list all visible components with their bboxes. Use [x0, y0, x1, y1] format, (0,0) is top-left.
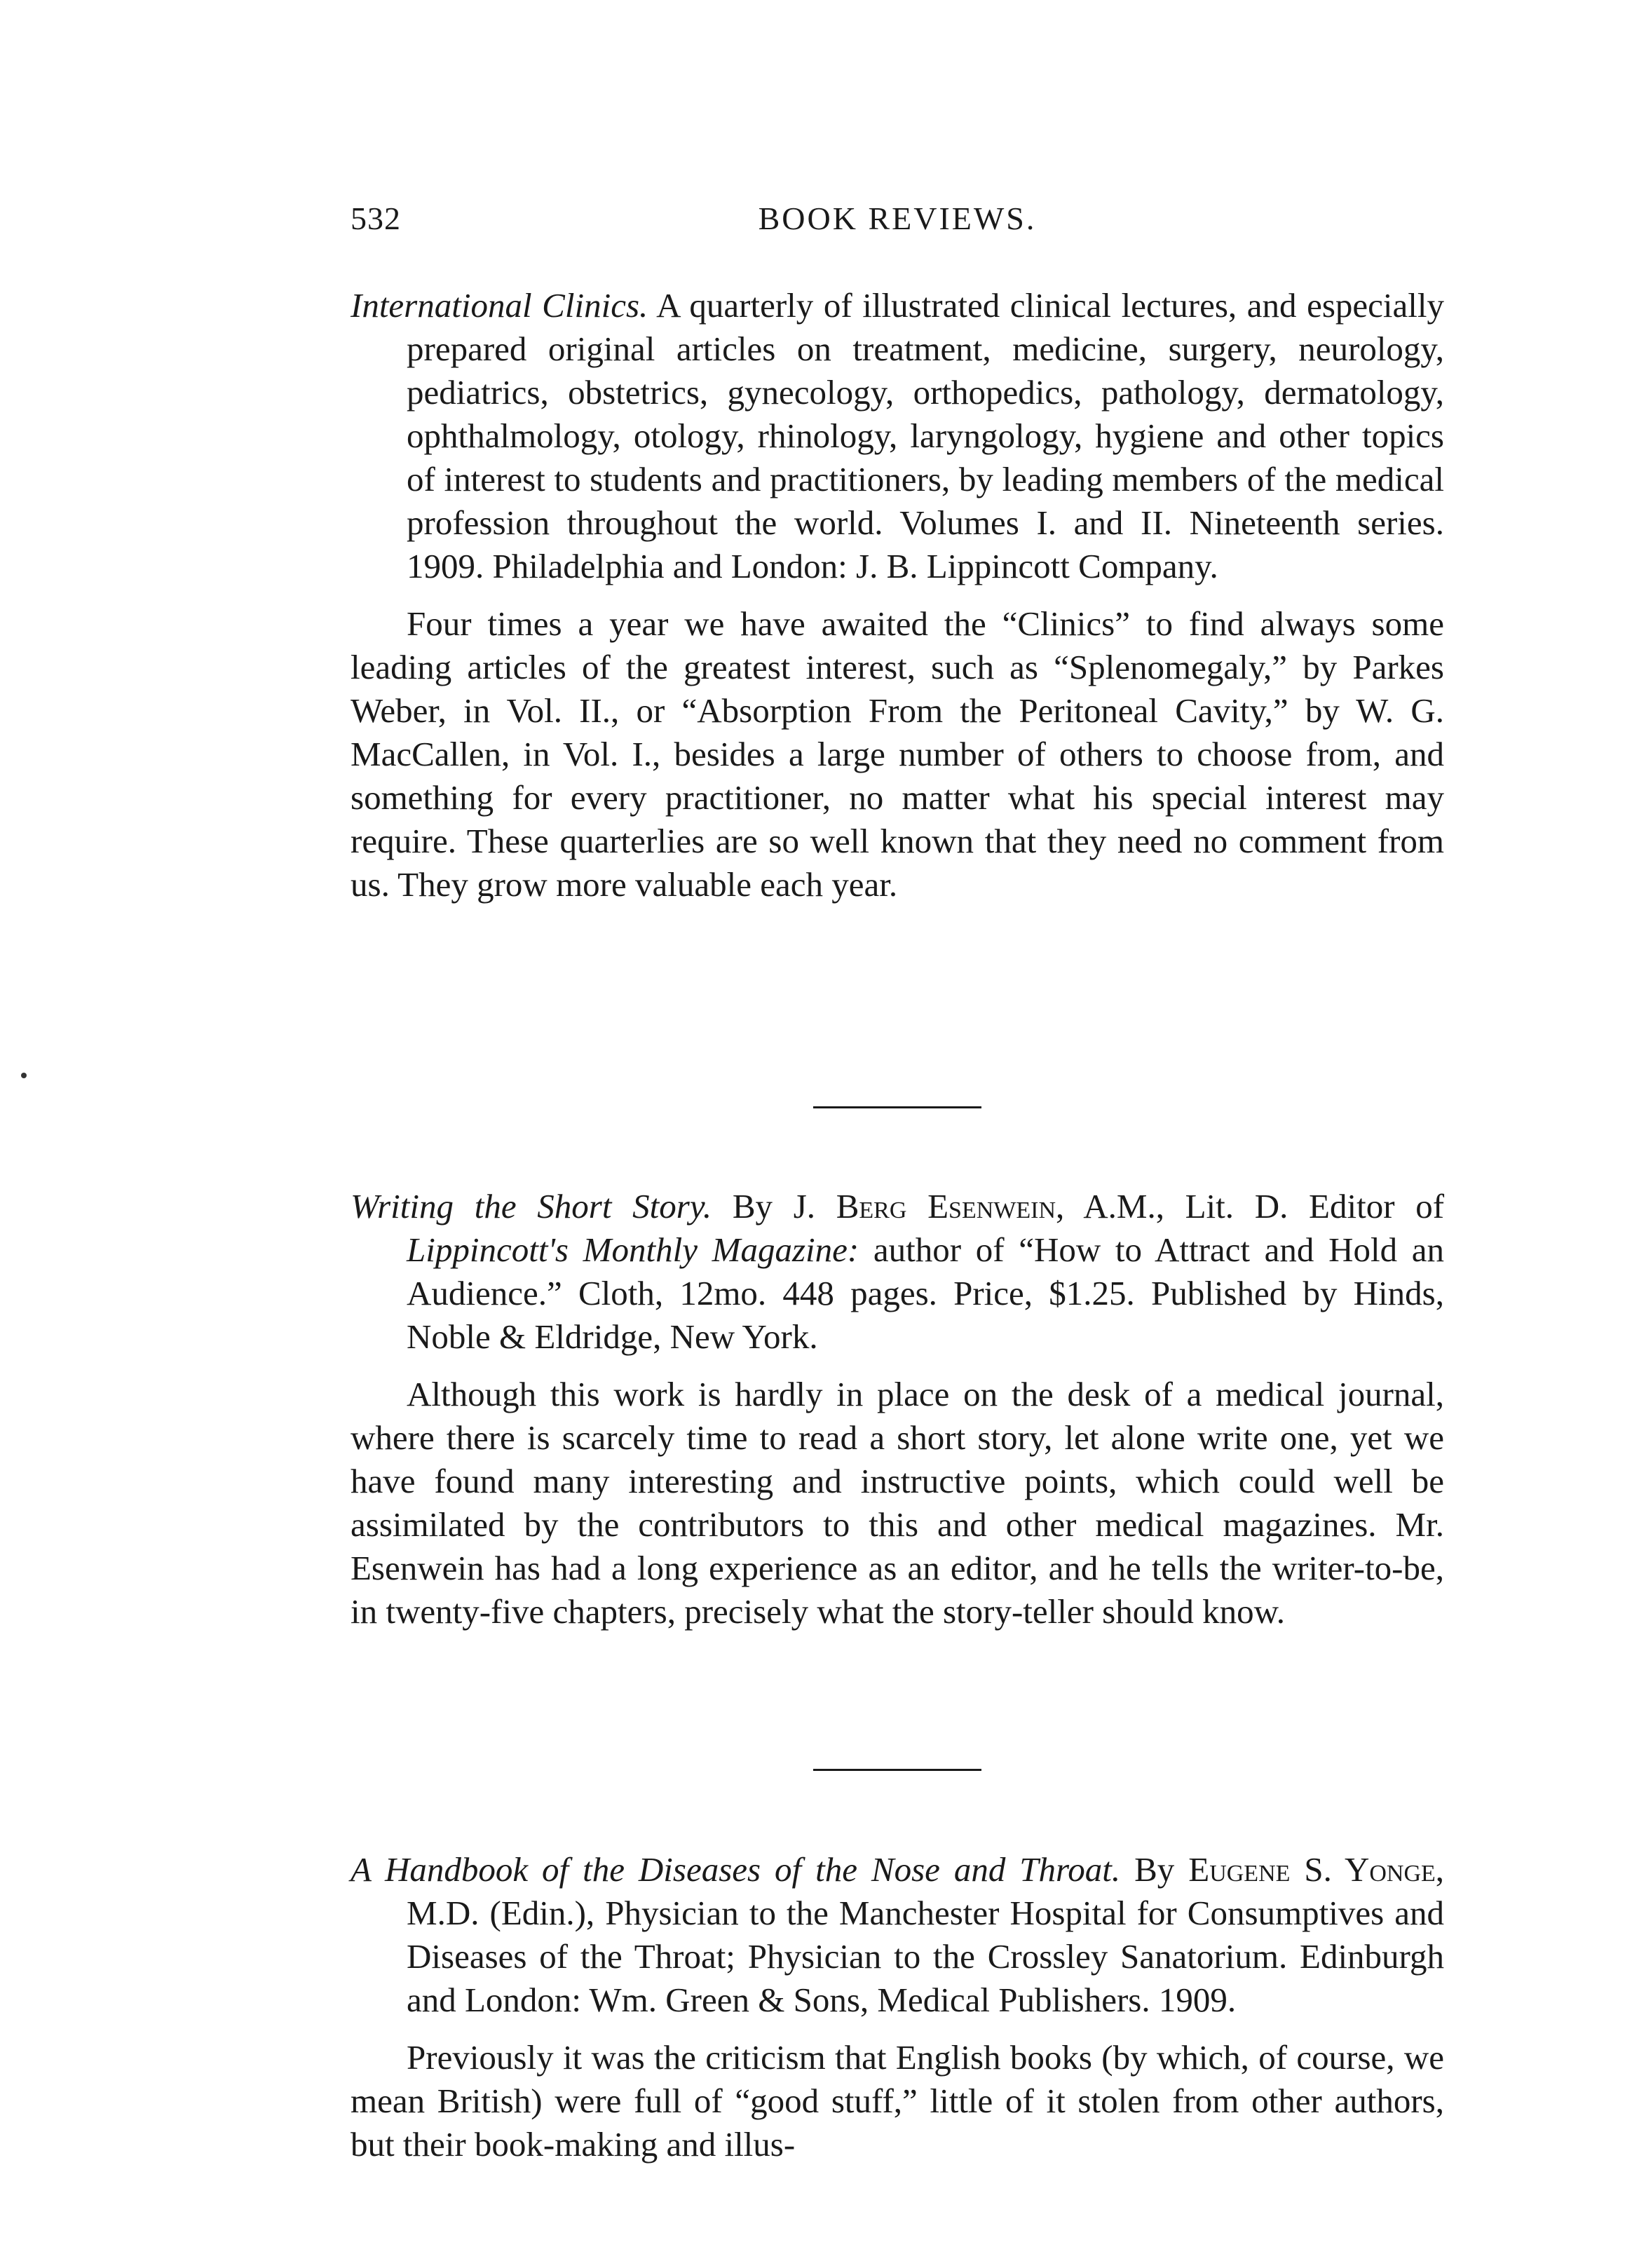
review-body — [351, 1373, 1444, 1634]
review-body: Four times a year we have awaited the “Clinics” to find always some leading articles of the greatest interest, such as “Splenomegaly,” by Parkes Weber, in Vol. II., or “Absorption From the Peritoneal Cavity,” by W. G. MacCallen, in Vol. I., besides a large number of others to choose from, and something for every practitioner, no matter what his special interest may require. These quarterlies are so well known that they need no comment from us. They grow more valuable each year. — [351, 604, 1444, 904]
body-text: a short story, let alone — [869, 1418, 1185, 1457]
emphasis-word: write — [1197, 1418, 1268, 1457]
review-title: Writing the Short Story. — [351, 1187, 712, 1225]
review-title: A Handbook of the Diseases of the Nose and Throat. — [351, 1850, 1121, 1889]
page-header — [351, 200, 1444, 249]
review-citation — [351, 1848, 1444, 2022]
review-writing-the-short-story — [351, 1185, 1444, 1634]
review-citation — [351, 1185, 1444, 1359]
emphasis-word: read — [798, 1418, 858, 1457]
review-description: , M.D. (Edin.), Physician to the Manchester Hospital for Consumptives and Diseases of the Throat; Physician to the Crossley Sanatorium. Edinburgh and London: Wm. Green & Sons, Medical Publishers. 1909. — [407, 1850, 1445, 2019]
section-divider — [813, 1106, 981, 1108]
body-text: one, yet we have found many interesting and instructive points, which could well be assimilated by the contributors to this and other medical magazines. Mr. Esenwein has had a long experience as an editor, and he tells the writer-to-be, in twenty-five chapters, precisely what the story-teller should know. — [351, 1418, 1445, 1631]
review-handbook-nose-throat — [351, 1848, 1444, 2166]
running-head: BOOK REVIEWS. — [758, 201, 1037, 236]
review-description: A quarterly of illustrated clinical lectures, and especially prepared original articles on treatment, medicine, surgery, neurology, pediatrics, obstetrics, gynecology, orthopedics, pathology, dermatology, ophthalmology, otology, rhinology, laryngology, hygiene and other topics of interest to students and practitioners, by leading members of the medical profession throughout the world. Volumes I. and II. Nineteenth series. 1909. Philadelphia and London: J. B. Lippincott Company. — [407, 286, 1445, 585]
review-description: , A.M., Lit. D. Editor of — [1056, 1187, 1445, 1225]
section-divider — [813, 1769, 981, 1771]
review-citation — [351, 284, 1444, 588]
review-description: author of “How to Attract and Hold an Audience.” Cloth, 12mo. 448 pages. Price, $1.25. Published by Hinds, Noble & Eldridge, New York. — [407, 1230, 1445, 1356]
review-title: International Clinics. — [351, 286, 648, 325]
review-international-clinics — [351, 284, 1444, 906]
review-by: By — [1134, 1850, 1175, 1889]
scan-speck — [21, 1073, 27, 1078]
review-author: J. Berg Esenwein — [793, 1187, 1056, 1225]
review-author: Eugene S. Yonge — [1188, 1850, 1436, 1889]
review-by: By — [732, 1187, 773, 1225]
magazine-title: Lippincott's Monthly Magazine: — [407, 1230, 859, 1269]
body-text: Although this work is hardly in place on the desk of a medical journal, where there is scarcely time to — [351, 1375, 1444, 1457]
page-number: 532 — [351, 201, 401, 236]
review-body: Previously it was the criticism that English books (by which, of course, we mean British) were full of “good stuff,” little of it stolen from other authors, but their book-making and illus- — [351, 2038, 1444, 2164]
